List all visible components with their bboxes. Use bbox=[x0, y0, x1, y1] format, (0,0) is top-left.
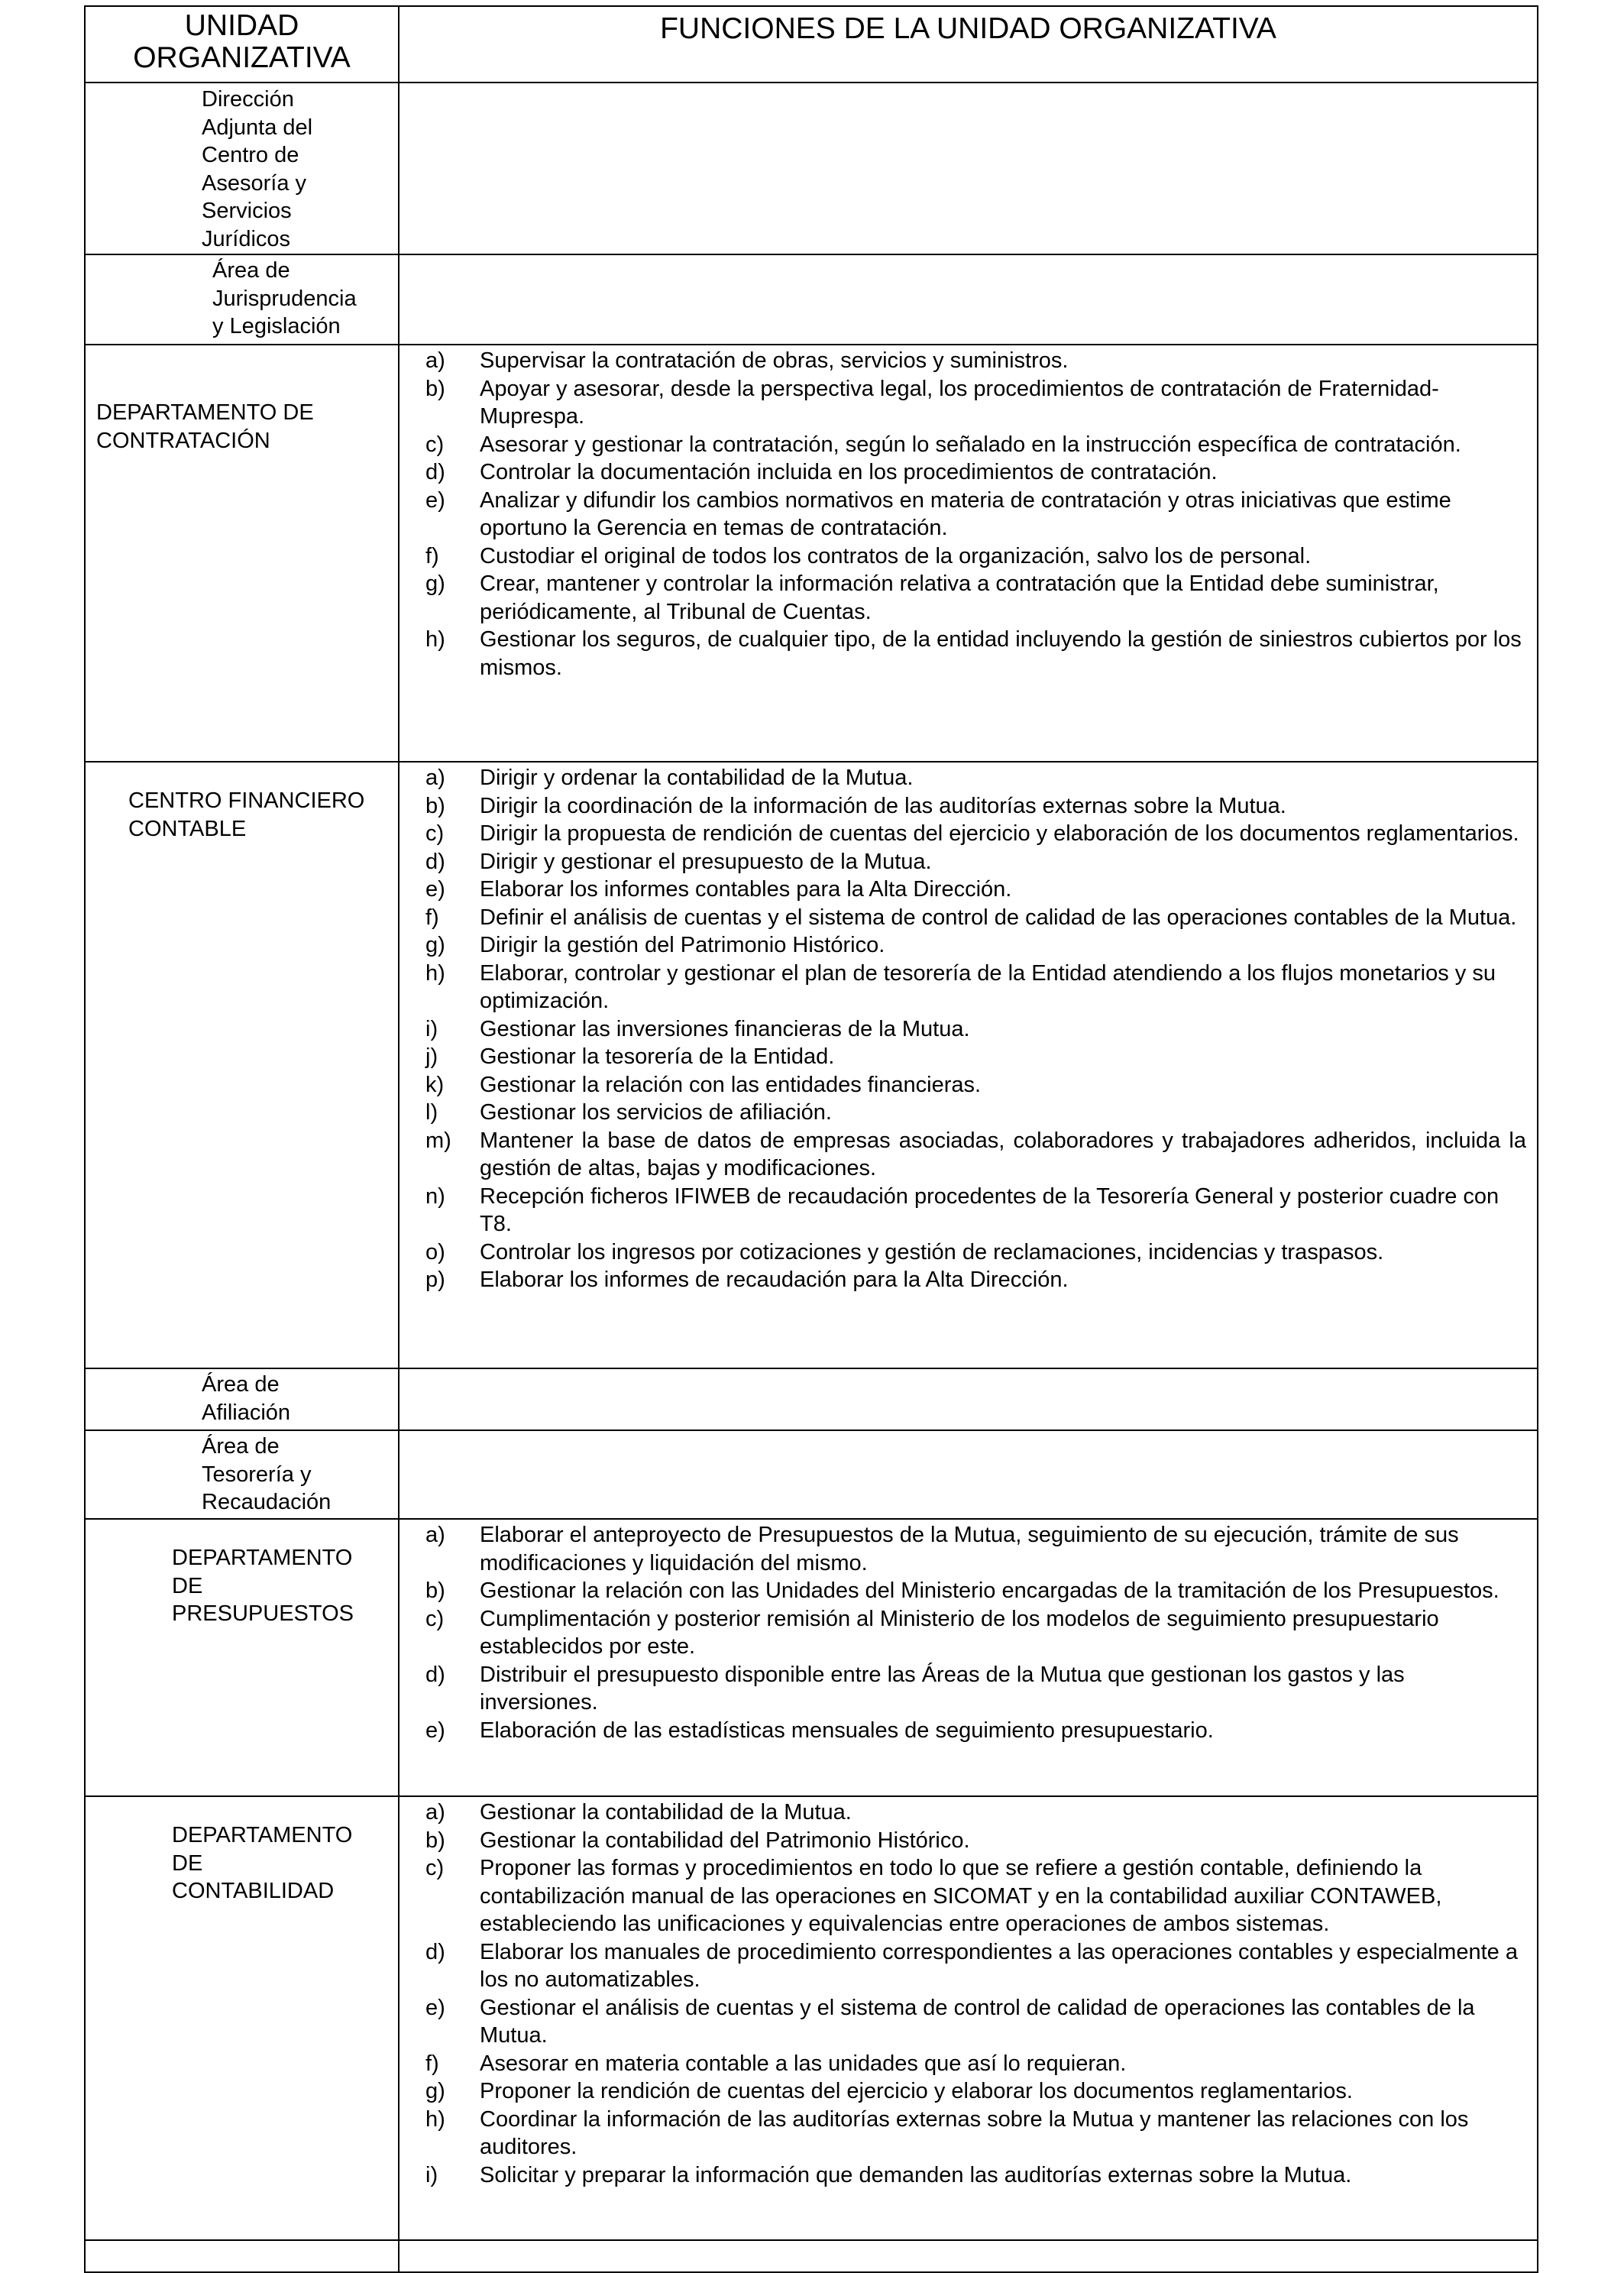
function-item bbox=[425, 1605, 1526, 1661]
function-item bbox=[425, 487, 1526, 542]
function-item bbox=[425, 1717, 1526, 1745]
function-text: Dirigir y ordenar la contabilidad de la Mutua. bbox=[480, 766, 914, 790]
function-item bbox=[425, 1099, 1526, 1127]
function-letter: b) bbox=[425, 1828, 445, 1853]
table-row bbox=[85, 762, 1538, 1368]
unit-label-line: Jurídicos bbox=[202, 226, 291, 251]
header-row bbox=[85, 6, 1538, 83]
function-text: Mantener la base de datos de empresas asociadas, colaboradores y trabajadores adheridos, incluida la gestión de altas, bajas y modificaciones. bbox=[480, 1128, 1526, 1180]
function-letter: i) bbox=[425, 1016, 438, 1041]
function-letter: o) bbox=[425, 1239, 445, 1264]
function-item bbox=[425, 1266, 1526, 1294]
unit-cell bbox=[85, 762, 399, 1368]
function-letter: e) bbox=[425, 1995, 445, 2020]
header-unit-cell bbox=[85, 6, 399, 83]
functions-cell bbox=[399, 2240, 1538, 2272]
function-text: Gestionar la contabilidad del Patrimonio Histórico. bbox=[480, 1828, 970, 1853]
unit-cell bbox=[85, 2240, 399, 2272]
function-text: Supervisar la contratación de obras, servicios y suministros. bbox=[480, 348, 1069, 373]
function-text: Apoyar y asesorar, desde la perspectiva legal, los procedimientos de contratación de Fraternidad-Muprespa. bbox=[480, 376, 1439, 429]
function-letter: h) bbox=[425, 960, 445, 986]
function-text: Controlar la documentación incluida en los procedimientos de contratación. bbox=[480, 460, 1218, 484]
function-text: Custodiar el original de todos los contratos de la organización, salvo los de personal. bbox=[480, 543, 1312, 568]
function-item bbox=[425, 876, 1526, 904]
table-row bbox=[85, 83, 1538, 254]
function-text: Recepción ficheros IFIWEB de recaudación procedentes de la Tesorería General y posterior cuadre con T8. bbox=[480, 1183, 1499, 1236]
function-letter: f) bbox=[425, 2051, 439, 2076]
function-text: Asesorar y gestionar la contratación, según lo señalado en la instrucción específica de contratación. bbox=[480, 432, 1461, 457]
unit-label-line: Tesorería y bbox=[202, 1462, 312, 1487]
function-text: Gestionar los seguros, de cualquier tipo, de la entidad incluyendo la gestión de siniestros cubiertos por los mismos. bbox=[480, 627, 1522, 680]
unit-label-line: CENTRO FINANCIERO bbox=[128, 788, 365, 813]
table-row bbox=[85, 1796, 1538, 2240]
unit-label-line: Asesoría y bbox=[202, 170, 306, 196]
function-text: Elaboración de las estadísticas mensuales de seguimiento presupuestario. bbox=[480, 1718, 1214, 1743]
unit-label-line: PRESUPUESTOS bbox=[172, 1601, 354, 1626]
functions-cell bbox=[399, 1519, 1538, 1796]
unit-cell bbox=[85, 83, 399, 254]
function-item bbox=[425, 375, 1526, 431]
function-letter: a) bbox=[425, 1800, 445, 1825]
unit-label-line: Área de bbox=[202, 1372, 280, 1397]
header-unit-line1: UNIDAD bbox=[184, 9, 299, 42]
function-text: Elaborar los informes de recaudación para la Alta Dirección. bbox=[480, 1268, 1069, 1292]
function-letter: f) bbox=[425, 905, 439, 930]
unit-label-line: DEPARTAMENTO bbox=[172, 1823, 353, 1847]
function-letter: j) bbox=[425, 1044, 438, 1069]
unit-label-line: Servicios bbox=[202, 199, 292, 223]
header-functions-title: FUNCIONES DE LA UNIDAD ORGANIZATIVA bbox=[660, 12, 1276, 45]
header-functions-cell bbox=[399, 6, 1538, 83]
function-item bbox=[425, 1577, 1526, 1605]
function-text: Elaborar, controlar y gestionar el plan de tesorería de la Entidad atendiendo a los flujos monetarios y su optimización. bbox=[480, 960, 1496, 1013]
function-item bbox=[425, 1127, 1526, 1183]
function-letter: e) bbox=[425, 877, 445, 902]
function-text: Gestionar la relación con las entidades financieras. bbox=[480, 1072, 982, 1097]
function-text: Proponer las formas y procedimientos en todo lo que se refiere a gestión contable, definiendo la contabilización manual de las operaciones en SICOMAT y en la contabilidad auxiliar CONTAWEB, estableciendo las unificaciones y equivalencias entre operaciones de ambos sistemas. bbox=[480, 1856, 1442, 1936]
function-letter: h) bbox=[425, 2106, 445, 2132]
function-text: Controlar los ingresos por cotizaciones y gestión de reclamaciones, incidencias y traspasos. bbox=[480, 1239, 1384, 1264]
functions-cell bbox=[399, 762, 1538, 1368]
functions-cell bbox=[399, 1796, 1538, 2240]
function-item bbox=[425, 2077, 1526, 2106]
function-letter: b) bbox=[425, 793, 445, 818]
table-row bbox=[85, 254, 1538, 345]
function-text: Dirigir y gestionar el presupuesto de la Mutua. bbox=[480, 849, 932, 874]
unit-label-line: CONTABILIDAD bbox=[172, 1879, 335, 1903]
function-item bbox=[425, 626, 1526, 682]
function-text: Proponer la rendición de cuentas del ejercicio y elaborar los documentos reglamentarios. bbox=[480, 2079, 1353, 2103]
functions-cell bbox=[399, 1430, 1538, 1519]
function-item bbox=[425, 931, 1526, 960]
function-text: Gestionar las inversiones financieras de la Mutua. bbox=[480, 1016, 970, 1041]
unit-label-line: Jurisprudencia bbox=[212, 286, 357, 311]
function-letter: f) bbox=[425, 543, 439, 568]
function-letter: p) bbox=[425, 1268, 445, 1292]
unit-label-line: Área de bbox=[202, 1434, 280, 1459]
function-letter: b) bbox=[425, 1578, 445, 1603]
unit-label-line: Área de bbox=[212, 258, 290, 283]
function-item bbox=[425, 1854, 1526, 1938]
function-text: Elaborar el anteproyecto de Presupuestos de la Mutua, seguimiento de su ejecución, trámite de sus modificaciones y liquidación del mismo. bbox=[480, 1523, 1459, 1575]
functions-cell bbox=[399, 254, 1538, 345]
org-functions-table bbox=[84, 5, 1538, 2273]
function-text: Dirigir la coordinación de la información de las auditorías externas sobre la Mutua. bbox=[480, 793, 1286, 818]
table-row bbox=[85, 345, 1538, 762]
function-text: Gestionar la relación con las Unidades del Ministerio encargadas de la tramitación de los Presupuestos. bbox=[480, 1578, 1499, 1603]
functions-list bbox=[425, 1521, 1526, 1744]
function-item bbox=[425, 1827, 1526, 1855]
function-item bbox=[425, 1799, 1526, 1827]
function-item bbox=[425, 1015, 1526, 1044]
function-letter: k) bbox=[425, 1072, 445, 1097]
function-text: Cumplimentación y posterior remisión al Ministerio de los modelos de seguimiento presupuestario establecidos por este. bbox=[480, 1606, 1439, 1659]
function-text: Analizar y difundir los cambios normativos en materia de contratación y otras iniciativas que estime oportuno la Gerencia en temas de contratación. bbox=[480, 487, 1451, 540]
function-item bbox=[425, 347, 1526, 375]
function-text: Definir el análisis de cuentas y el sistema de control de calidad de las operaciones contables de la Mutua. bbox=[480, 905, 1517, 930]
function-letter: d) bbox=[425, 1939, 445, 1964]
function-letter: g) bbox=[425, 933, 445, 957]
function-text: Gestionar la contabilidad de la Mutua. bbox=[480, 1800, 852, 1825]
function-text: Coordinar la información de las auditorías externas sobre la Mutua y mantener las relaciones con los auditores. bbox=[480, 2106, 1469, 2159]
unit-label-line: Afiliación bbox=[202, 1400, 291, 1425]
table-row bbox=[85, 1368, 1538, 1430]
function-letter: g) bbox=[425, 571, 445, 596]
function-text: Dirigir la gestión del Patrimonio Histórico. bbox=[480, 933, 885, 957]
functions-cell bbox=[399, 83, 1538, 254]
function-letter: c) bbox=[425, 1856, 445, 1880]
function-item bbox=[425, 764, 1526, 792]
function-letter: a) bbox=[425, 348, 445, 373]
function-item bbox=[425, 2106, 1526, 2161]
function-item bbox=[425, 960, 1526, 1015]
unit-label-line: Recaudación bbox=[202, 1490, 332, 1514]
function-item bbox=[425, 1183, 1526, 1238]
unit-cell bbox=[85, 254, 399, 345]
unit-label-line: DE bbox=[172, 1850, 203, 1876]
functions-list bbox=[425, 347, 1526, 682]
function-letter: c) bbox=[425, 1606, 445, 1631]
function-item bbox=[425, 792, 1526, 821]
table-row bbox=[85, 2240, 1538, 2272]
function-letter: e) bbox=[425, 487, 445, 513]
function-item bbox=[425, 1238, 1526, 1267]
functions-cell bbox=[399, 1368, 1538, 1430]
unit-cell bbox=[85, 1430, 399, 1519]
unit-label-line: DEPARTAMENTO DE bbox=[96, 400, 314, 425]
function-item bbox=[425, 2161, 1526, 2190]
function-text: Elaborar los informes contables para la Alta Dirección. bbox=[480, 877, 1012, 902]
function-item bbox=[425, 904, 1526, 932]
function-item bbox=[425, 570, 1526, 626]
function-letter: d) bbox=[425, 460, 445, 484]
function-letter: h) bbox=[425, 627, 445, 652]
function-letter: b) bbox=[425, 376, 445, 401]
function-item bbox=[425, 1521, 1526, 1577]
function-item bbox=[425, 1938, 1526, 1994]
function-text: Dirigir la propuesta de rendición de cuentas del ejercicio y elaboración de los documentos reglamentarios. bbox=[480, 821, 1519, 846]
function-letter: g) bbox=[425, 2079, 445, 2103]
function-text: Elaborar los manuales de procedimiento correspondientes a las operaciones contables y especialmente a los no automatizables. bbox=[480, 1939, 1518, 1992]
unit-cell bbox=[85, 1368, 399, 1430]
header-unit-line2: ORGANIZATIVA bbox=[133, 41, 351, 74]
function-letter: n) bbox=[425, 1183, 445, 1209]
function-text: Gestionar la tesorería de la Entidad. bbox=[480, 1044, 835, 1069]
function-item bbox=[425, 1043, 1526, 1071]
function-text: Gestionar el análisis de cuentas y el sistema de control de calidad de operaciones las contables de la Mutua. bbox=[480, 1995, 1475, 2048]
functions-cell bbox=[399, 345, 1538, 762]
function-text: Distribuir el presupuesto disponible entre las Áreas de la Mutua que gestionan los gastos y las inversiones. bbox=[480, 1662, 1405, 1714]
function-letter: d) bbox=[425, 1662, 445, 1687]
unit-label-line: CONTRATACIÓN bbox=[96, 428, 270, 453]
function-item bbox=[425, 542, 1526, 571]
function-letter: c) bbox=[425, 432, 445, 457]
function-letter: i) bbox=[425, 2162, 438, 2187]
function-letter: e) bbox=[425, 1718, 445, 1743]
function-text: Crear, mantener y controlar la información relativa a contratación que la Entidad debe suministrar, periódicamente, al Tribunal de Cuentas. bbox=[480, 571, 1439, 624]
function-letter: l) bbox=[425, 1100, 438, 1125]
unit-cell bbox=[85, 1796, 399, 2240]
function-letter: c) bbox=[425, 821, 445, 846]
function-item bbox=[425, 820, 1526, 848]
unit-label-line: Dirección bbox=[202, 87, 294, 112]
unit-label-line: DEPARTAMENTO bbox=[172, 1546, 353, 1570]
function-item bbox=[425, 1661, 1526, 1717]
function-item bbox=[425, 848, 1526, 876]
function-item bbox=[425, 1071, 1526, 1099]
function-letter: d) bbox=[425, 849, 445, 874]
table-row bbox=[85, 1430, 1538, 1519]
function-text: Solicitar y preparar la información que demanden las auditorías externas sobre la Mutua. bbox=[480, 2162, 1352, 2187]
unit-cell bbox=[85, 345, 399, 762]
functions-list bbox=[425, 764, 1526, 1294]
unit-cell bbox=[85, 1519, 399, 1796]
unit-label-line: Adjunta del bbox=[202, 115, 313, 140]
function-text: Gestionar los servicios de afiliación. bbox=[480, 1100, 832, 1125]
function-letter: a) bbox=[425, 766, 445, 790]
table-row bbox=[85, 1519, 1538, 1796]
unit-label-line: y Legislación bbox=[212, 314, 341, 338]
function-item bbox=[425, 2050, 1526, 2078]
function-item bbox=[425, 458, 1526, 487]
function-letter: a) bbox=[425, 1523, 445, 1547]
unit-label-line: CONTABLE bbox=[128, 816, 247, 841]
function-letter: m) bbox=[425, 1128, 451, 1153]
function-text: Asesorar en materia contable a las unidades que así lo requieran. bbox=[480, 2051, 1127, 2076]
functions-list bbox=[425, 1799, 1526, 2189]
function-item bbox=[425, 1994, 1526, 2050]
unit-label-line: Centro de bbox=[202, 143, 299, 167]
unit-label-line: DE bbox=[172, 1573, 203, 1598]
function-item bbox=[425, 431, 1526, 459]
